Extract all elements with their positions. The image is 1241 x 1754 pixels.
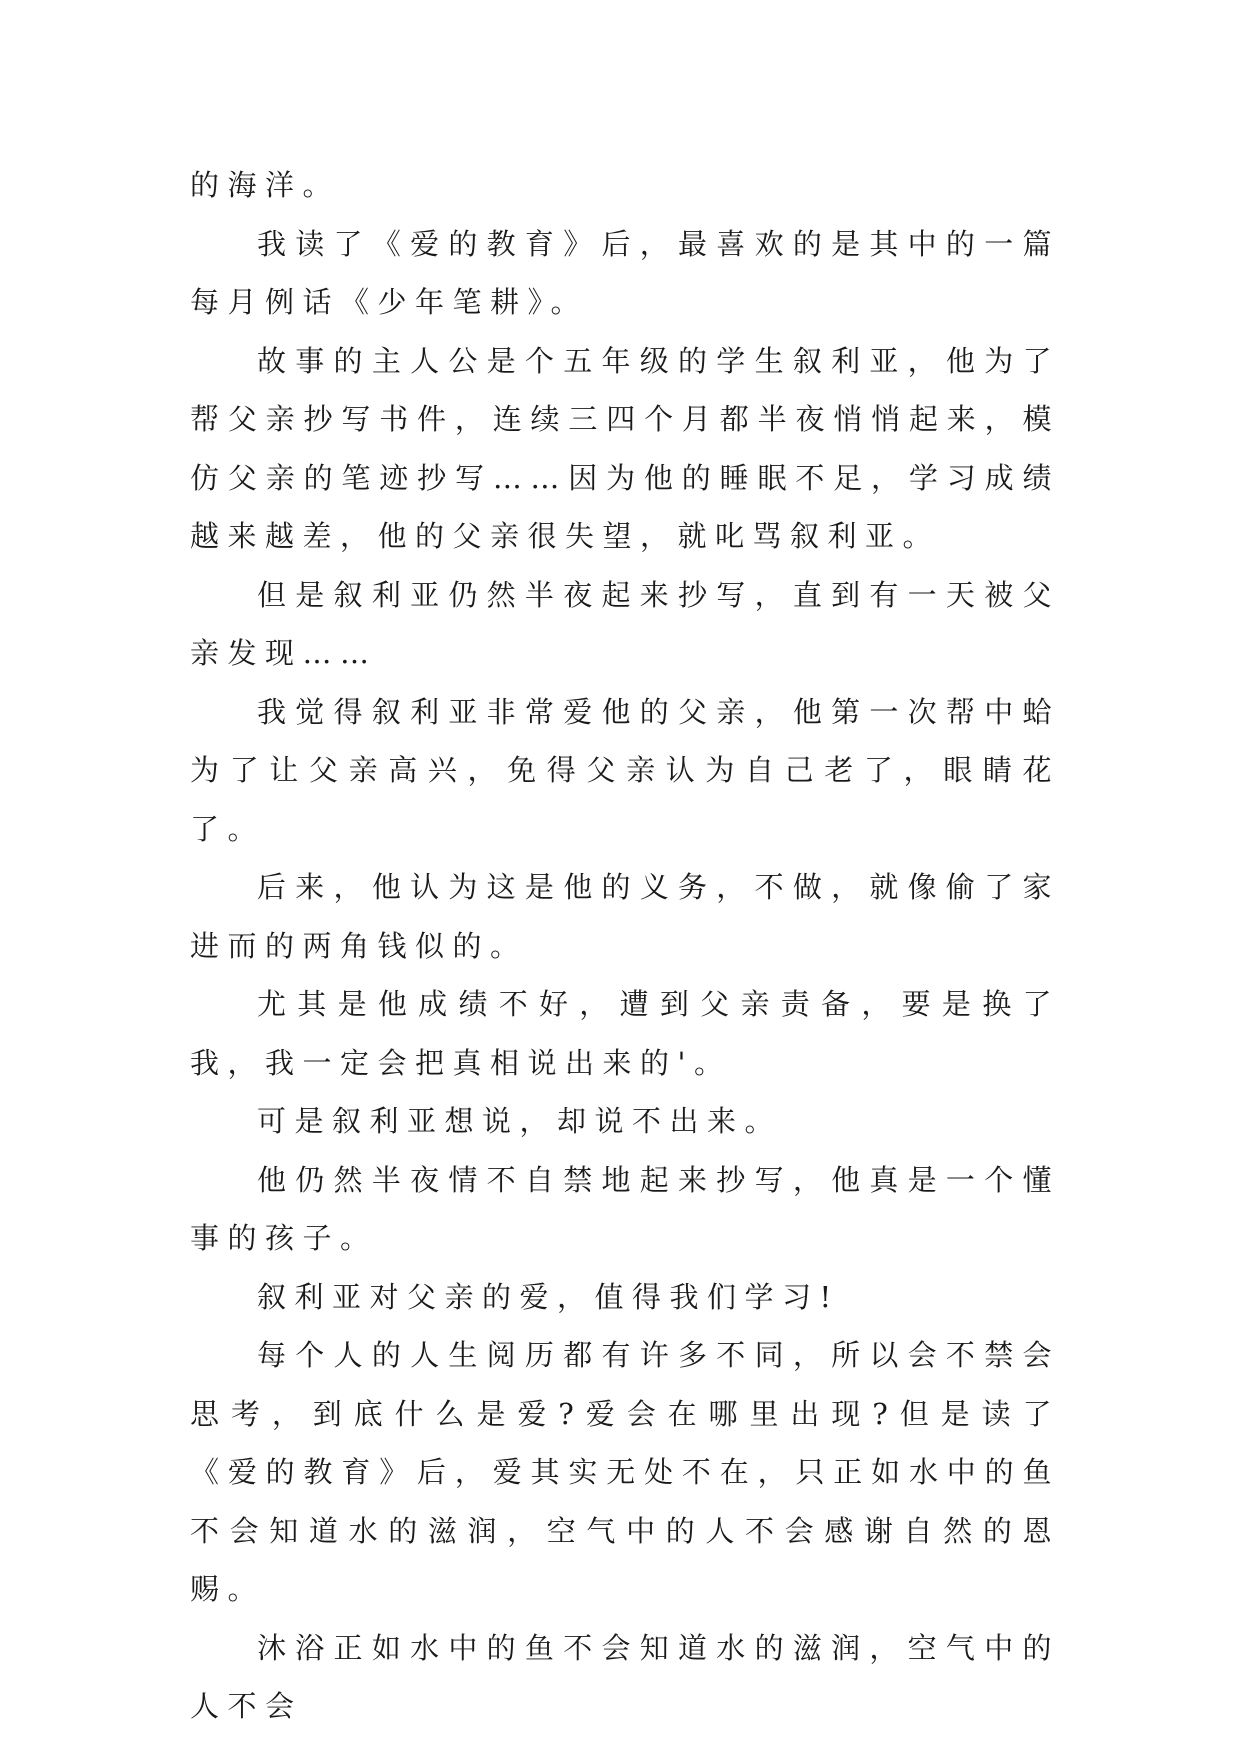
paragraph-7: 尤其是他成绩不好，遭到父亲责备，要是换了我，我一定会把真相说出来的'。 [190,987,1060,1080]
paragraph-8: 可是叙利亚想说，却说不出来。 [257,1104,783,1138]
paragraph-5: 我觉得叙利亚非常爱他的父亲，他第一次帮中蛤为了让父亲高兴，免得父亲认为自己老了，眼睛花了。 [190,694,1060,846]
paragraph-12: 沐浴正如水中的鱼不会知道水的滋润，空气中的人不会 [190,1630,1060,1723]
paragraph-6: 后来，他认为这是他的义务，不做，就像偷了家进而的两角钱似的。 [190,870,1060,963]
paragraph-10: 叙利亚对父亲的爱，值得我们学习! [257,1279,840,1314]
document-body [190,156,1060,1736]
paragraph-1: 的海洋。 [190,168,341,202]
paragraph-4: 但是叙利亚仍然半夜起来抄写，直到有一天被父亲发现…… [190,577,1060,670]
paragraph-2: 我读了《爱的教育》后，最喜欢的是其中的一篇每月例话《少年笔耕》。 [190,226,1060,319]
paragraph-9: 他仍然半夜情不自禁地起来抄写，他真是一个懂事的孩子。 [190,1162,1060,1255]
paragraph-3: 故事的主人公是个五年级的学生叙利亚，他为了帮父亲抄写书件，连续三四个月都半夜悄悄起来，模仿父亲的笔迹抄写……因为他的睡眠不足，学习成绩越来越差，他的父亲很失望，就叱骂叙利亚。 [190,343,1060,553]
paragraph-11: 每个人的人生阅历都有许多不同，所以会不禁会思考，到底什么是爱?爱会在哪里出现?但是读了《爱的教育》后，爱其实无处不在，只正如水中的鱼不会知道水的滋润，空气中的人不会感谢自然的恩赐。 [190,1338,1060,1606]
